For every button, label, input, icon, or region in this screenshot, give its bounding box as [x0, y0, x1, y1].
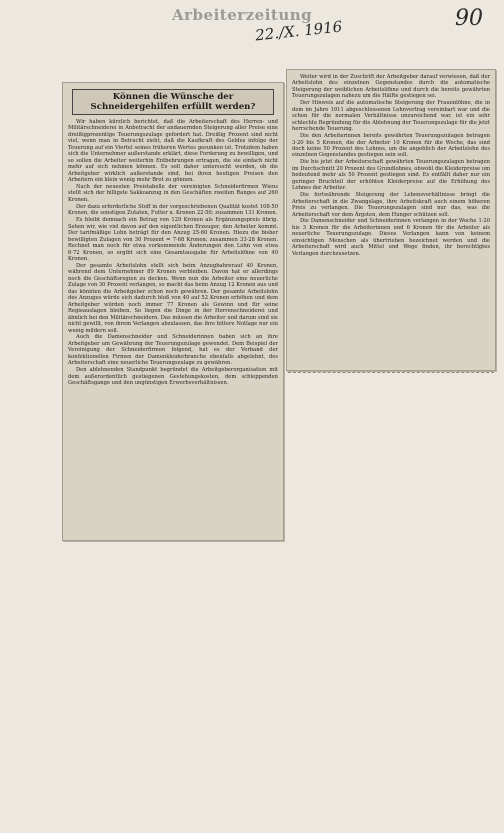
- article-paragraph: Nach der neuesten Preistabelle der vereinigten Schneiderfirmen Wiens stellt sich der billigste Sakkoanzug in den Geschäften zweiten Ranges auf 260 Kronen.: [68, 184, 278, 203]
- article-paragraph: Die Damenschneider und Schneiderinnen verlangen in der Woche 1·20 bis 3 Kronen für die Arbeiterinnen und 6 Kronen für die Arbeiter als neuerliche Teuerungszulage. Dieses Verlangen kann von keinem einsichtigen Menschen als übertrieben bezeichnet werden und die Arbeiterschaft wird auch Mittel und Wege finden, ihr berechtigtes Verlangen durchzusetzen.: [292, 218, 490, 257]
- article-paragraph: Die fortwährende Steigerung der Lebensverhältnisse bringt die Arbeiterschaft in die Zwangslage, ihre Arbeitskraft auch einem höheren Preis zu verlangen. Die Teuerungszulagen sind nur das, was die Arbeiterschaft vor dem Ärgsten, dem Hunger schützen soll.: [292, 192, 490, 218]
- article-paragraph: Die den Arbeiterinnen bereits gewährten Teuerungszulagen betragen 3·20 bis 5 Kronen, die der Arbeiter 10 Kronen für die Woche, das sind doch keine 50 Prozent des Lohnes, um die angeblich der Arbeitslohn des einzelnen Gegenstandes gestiegen sein soll.: [292, 133, 490, 159]
- article-paragraph: Die bis jetzt der Arbeiterschaft gewährten Teuerungszulagen betragen im Durchschnitt 20 Prozent des Grundlohnes, obwohl die Kleiderpreise um bedeutend mehr als 50 Prozent gestiegen sind. Es entfällt daher nur ein geringer Bruchteil der erhöhten Kleiderpreise auf die Erhöhung des Lohnes der Arbeiter.: [292, 159, 490, 192]
- article-paragraph: Den ablehnenden Standpunkt begründet die Arbeitgeberorganisation mit dem außerordentlich gestiegenen Gestehungskosten, dem schleppenden Geschäftsgange und den ungünstigen Erwerbsverhältnissen.: [68, 367, 278, 387]
- article-paragraph: Der dazu erforderliche Stoff in der vorgeschriebenen Qualität kostet 108·50 Kronen, die sonstigen Zutaten, Futter u. Kronen 22·50; zusammen 131 Kronen.: [68, 203, 278, 217]
- clipping-left-column: [62, 82, 284, 541]
- article-paragraph: Wir haben kürzlich berichtet, daß die Arbeiterschaft des Herren- und Militärschneiderei in Anbetracht der andauernden Steigerung aller Preise eine dreißigprozentige Teuerungszulage gefordert hat. Dreißig Prozent sind nicht viel, wenn man in Betracht zieht, daß die Kaufkraft des Geldes infolge der Teuerung auf ein Viertel seines früheren Wertes gesunken ist. Trotzdem haben sich die Unternehmer außerstande erklärt, diese Forderung zu bewilligen, und so sollen die Arbeiter weiterhin Entbehrungen ertragen, die sie einfach nicht mehr auf sich nehmen können. Es soll daher untersucht werden, ob die Arbeitgeber wirklich außerstande sind, bei ihren heutigen Preisen den Arbeitern ein klein wenig mehr Brot zu gönnen.: [68, 119, 278, 184]
- article-paragraph: Auch die Damenschneider und Schneiderinnen haben sich an ihre Arbeitgeber um Gewährung der Teuerungszulage gewendet. Dem Beispiel der Vereinigung der Schneiderfirmen folgend, hat es der Verband der konfektionellen Firmen der Damenkleiderbranche ebenfalls abgelehnt, des Arbeiterschaft eine neuerliche Teuerungszulage zu gewähren.: [68, 334, 278, 367]
- article-paragraph: Der Hinweis auf die automatische Steigerung der Frauenlöhne, die in dem im Jahre 1911 abgeschlossenen Lohnvertrag vereinbart war und die schon für die normalen Verhältnisse unzureichend war, ist ein sehr schlechte Begründung für die Ablehnung der Teuerungszulage für die jetzt herrschende Teuerung.: [292, 100, 490, 133]
- clipping-right-column: [286, 69, 496, 371]
- article-paragraph: Es bleibt demnach ein Betrag von 129 Kronen als Ergänzungspreis übrig. Sehen wir, wie viel davon auf den eigentlichen Erzeuger, den Arbeiter kommt. Der tarifmäßige Lohn beträgt für den Anzug 25·60 Kronen. Hiezu die bisher bewilligten Zulagen von 30 Prozent = 7·68 Kronen; zusammen 33·28 Kronen. Rechnet man noch für etwa vorkommende Änderungen den Lohn von etwa 6·72 Kronen, so ergibt sich eine Gesamtausgabe für Arbeitslöhne von 40 Kronen.: [68, 217, 278, 263]
- article-paragraph: Weiter wird in der Zuschrift der Arbeitgeber darauf verwiesen, daß der Arbeitslohn des einzelnen Gegenstandes durch die automatische Steigerung der weiblichen Arbeitslöhne und durch die bereits gewährten Teuerungszulagen nahezu um die Hälfte gestiegen sei.: [292, 74, 490, 100]
- handwritten-date: 22./X. 1916: [254, 17, 344, 45]
- clipping-torn-edge: [288, 372, 494, 377]
- newspaper-stamp: Arbeiterzeitung: [172, 6, 313, 24]
- folio-number: 90: [455, 6, 483, 31]
- article-paragraph: Der gesamte Arbeitslohn stellt sich beim Anzugbahrerauf 40 Kronen, während dem Unternehmer 89 Kronen verbleiben. Davon hat er allerdings noch die Geschäftsregien zu decken. Wenn nun die Arbeiter eine neuerliche Zulage von 30 Prozent verlangen, so macht das beim Anzug 12 Kronen aus und das könnten die Arbeitgeber schon noch gewähren. Der gesamte Arbeitslohn des Anzuges würde sich dadurch bloß von 40 auf 52 Kronen erhöhen und dem Arbeitgeber würden noch immer 77 Kronen als Gewinn und für seine Regieauslagen bleiben. So liegen die Dinge in der Herrenschneiderei und ähnlich bei den Militärschneidern. Das müssen die Arbeiter und darum sind sie nicht gewillt, von ihrem Verlangen abzulassen, das ihre bittere Notlage nur ein wenig mildern soll.: [68, 262, 278, 334]
- article-headline: Können die Wünsche der Schneidergehilfen erfüllt werden?: [72, 89, 274, 115]
